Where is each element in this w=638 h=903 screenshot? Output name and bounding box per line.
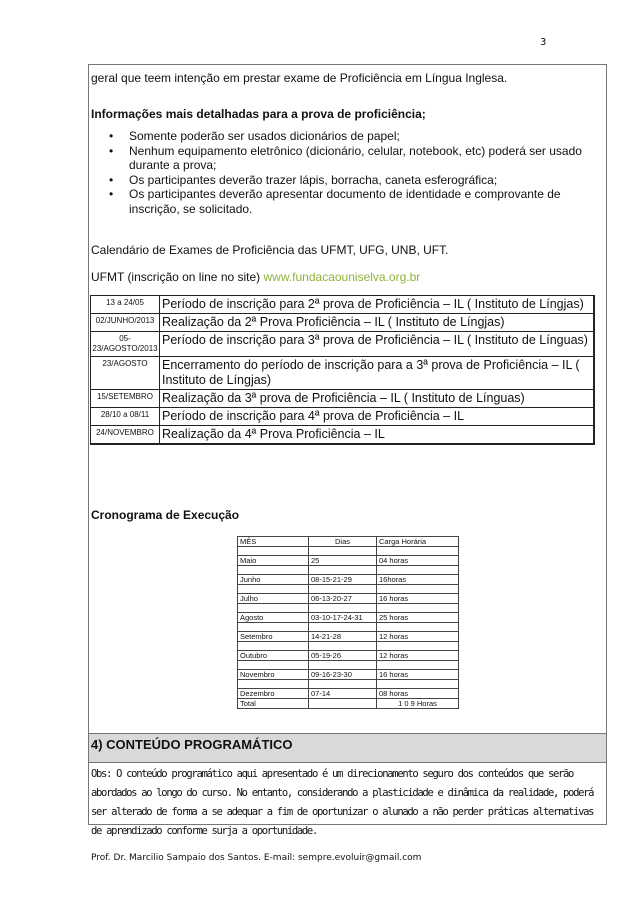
exam-calendar-table [90, 295, 595, 445]
calendar-desc: Encerramento do período de inscrição para a 3ª prova de Proficiência – IL ( Instituto de Língjas) [160, 357, 595, 390]
cell-dias: 09-16-23-30 [309, 670, 377, 680]
total-label: Total [238, 699, 309, 709]
cell-dias: 03-10-17-24-31 [309, 613, 377, 623]
cronograma-title: Cronograma de Execução [91, 508, 240, 522]
details-heading: Informações mais detalhadas para a prova de proficiência; [91, 107, 426, 121]
total-value: 1 0 9 Horas [377, 699, 459, 709]
page-footer: Prof. Dr. Marcilio Sampaio dos Santos. E-mail: sempre.evoluir@gmail.com [91, 853, 422, 863]
calendar-date: 15/SETEMBRO [91, 390, 160, 408]
cell-mes: Maio [238, 556, 309, 566]
spacer-row [238, 604, 459, 613]
rule-item: • Os participantes deverão apresentar documento de identidade e comprovante de inscrição, se solicitado. [91, 187, 599, 216]
table-row [238, 613, 459, 623]
cell-mes: Junho [238, 575, 309, 585]
cell-dias: 08-15-21-29 [309, 575, 377, 585]
calendar-desc: Período de inscrição para 4ª prova de Proficiência – IL [160, 408, 595, 426]
ufmt-link[interactable]: www.fundacaouniselva.org.br [263, 270, 421, 284]
ufmt-line [91, 270, 420, 284]
table-row [91, 426, 595, 445]
calendar-desc: Período de inscrição para 3ª prova de Proficiência – IL ( Instituto de Línguas) [160, 332, 595, 357]
spacer-row [238, 642, 459, 651]
cell-mes: Outubro [238, 651, 309, 661]
rule-item: • Os participantes deverão trazer lápis, borracha, caneta esferográfica; [91, 173, 599, 188]
ufmt-prefix: UFMT (inscrição on line no site) [91, 270, 264, 284]
table-row [91, 314, 595, 332]
spacer-row [238, 585, 459, 594]
table-row [238, 689, 459, 699]
cell-carga: 04 horas [377, 556, 459, 566]
cell-mes: Novembro [238, 670, 309, 680]
cell-dias: 07-14 [309, 689, 377, 699]
cell-carga: 08 horas [377, 689, 459, 699]
table-row [91, 296, 595, 314]
header-dias: Dias [309, 537, 377, 547]
cell-carga: 16 horas [377, 670, 459, 680]
cell-carga: 12 horas [377, 651, 459, 661]
total-row [238, 699, 459, 709]
cell-carga: 16 horas [377, 594, 459, 604]
table-row [91, 408, 595, 426]
calendar-date: 28/10 a 08/11 [91, 408, 160, 426]
cell-dias: 06-13-20-27 [309, 594, 377, 604]
calendar-desc: Realização da 4ª Prova Proficiência – IL [160, 426, 595, 445]
table-row [238, 651, 459, 661]
calendar-date: 23/AGOSTO [91, 357, 160, 390]
table-row [238, 594, 459, 604]
rule-item: • Somente poderão ser usados dicionários de papel; [91, 129, 599, 144]
spacer-row [238, 680, 459, 689]
page-number: 3 [540, 37, 547, 48]
calendar-desc: Período de inscrição para 2ª prova de Proficiência – IL ( Instituto de Língjas) [160, 296, 595, 314]
cronograma-table [237, 536, 459, 709]
calendar-date: 05-23/AGOSTO/2013 [91, 332, 160, 357]
cell-mes: Julho [238, 594, 309, 604]
cell-carga: 16horas [377, 575, 459, 585]
calendar-desc: Realização da 3ª prova de Proficiência – IL ( Instituto de Línguas) [160, 390, 595, 408]
cell-mes: Dezembro [238, 689, 309, 699]
cell-dias: 25 [309, 556, 377, 566]
table-row [238, 670, 459, 680]
spacer-row [238, 661, 459, 670]
calendar-desc: Realização da 2ª Prova Proficiência – IL ( Instituto de Língjas) [160, 314, 595, 332]
cell-dias: 14-21-28 [309, 632, 377, 642]
table-header-row [238, 537, 459, 547]
cell-carga: 12 horas [377, 632, 459, 642]
table-row [238, 575, 459, 585]
table-row [238, 556, 459, 566]
intro-first-line: geral que teem intenção em prestar exame de Proficiência em Língua Inglesa. [91, 71, 508, 85]
cell-carga: 25 horas [377, 613, 459, 623]
cell-mes: Agosto [238, 613, 309, 623]
table-row [238, 632, 459, 642]
header-mes: MÊS [238, 537, 309, 547]
table-row [91, 332, 595, 357]
table-row [91, 357, 595, 390]
spacer-row [238, 623, 459, 632]
calendar-date: 24/NOVEMBRO [91, 426, 160, 445]
spacer-row [238, 547, 459, 556]
table-row [91, 390, 595, 408]
spacer-row [238, 566, 459, 575]
rules-list [91, 129, 599, 216]
section-title: 4) CONTEÚDO PROGRAMÁTICO [91, 737, 293, 752]
calendar-date: 13 a 24/05 [91, 296, 160, 314]
cell-mes: Setembro [238, 632, 309, 642]
rule-item: • Nenhum equipamento eletrônico (dicionário, celular, notebook, etc) poderá ser usado durante a prova; [91, 144, 599, 173]
calendar-date: 02/JUNHO/2013 [91, 314, 160, 332]
header-carga: Carga Horária [377, 537, 459, 547]
calendar-line: Calendário de Exames de Proficiência das UFMT, UFG, UNB, UFT. [91, 243, 449, 257]
cell-dias: 05-19-26 [309, 651, 377, 661]
section-observation: Obs: O conteúdo programático aqui apresentado é um direcionamento seguro dos conteúdos que serão abordados ao longo do curso. No entanto, considerando a plasticidade e dinâmica da realidade, poderá ser alterado de forma a se adequar a fim de oportunizar o alunado a não perder práticas alternativas de aprendizado conforme surja a oportunidade. [91, 768, 594, 837]
